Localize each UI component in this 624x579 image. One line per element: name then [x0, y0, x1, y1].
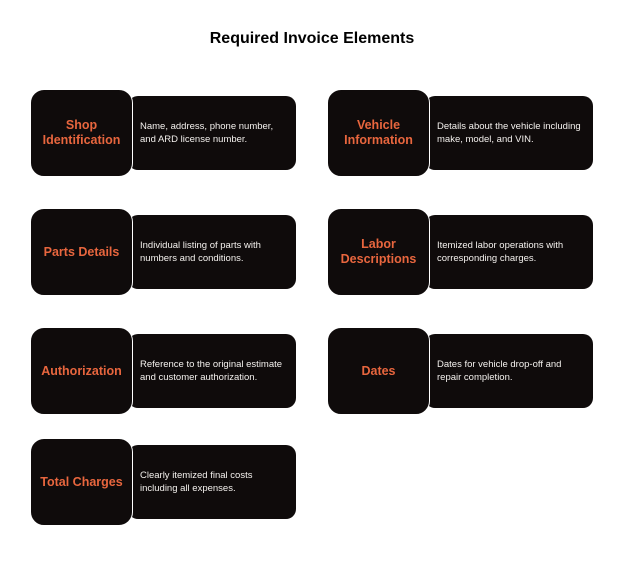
element-label: Authorization [30, 327, 133, 415]
element-description: Dates for vehicle drop-off and repair completion. [425, 334, 593, 408]
element-description: Individual listing of parts with numbers and conditions. [128, 215, 296, 289]
page-title: Required Invoice Elements [209, 30, 415, 47]
element-label: Dates [327, 327, 430, 415]
element-description: Details about the vehicle including make, model, and VIN. [425, 96, 593, 170]
element-card-authorization [30, 327, 298, 417]
element-label: Parts Details [30, 208, 133, 296]
element-label: Vehicle Information [327, 89, 430, 177]
element-description: Name, address, phone number, and ARD license number. [128, 96, 296, 170]
element-label: Shop Identification [30, 89, 133, 177]
element-label: Labor Descriptions [327, 208, 430, 296]
element-label: Total Charges [30, 438, 133, 526]
element-description: Itemized labor operations with corresponding charges. [425, 215, 593, 289]
element-card-dates [327, 327, 595, 417]
element-card-shop-identification [30, 89, 298, 179]
element-description: Reference to the original estimate and customer authorization. [128, 334, 296, 408]
element-card-vehicle-information [327, 89, 595, 179]
element-card-labor-descriptions [327, 208, 595, 298]
element-description: Clearly itemized final costs including all expenses. [128, 445, 296, 519]
element-card-total-charges [30, 438, 298, 528]
element-card-parts-details [30, 208, 298, 298]
